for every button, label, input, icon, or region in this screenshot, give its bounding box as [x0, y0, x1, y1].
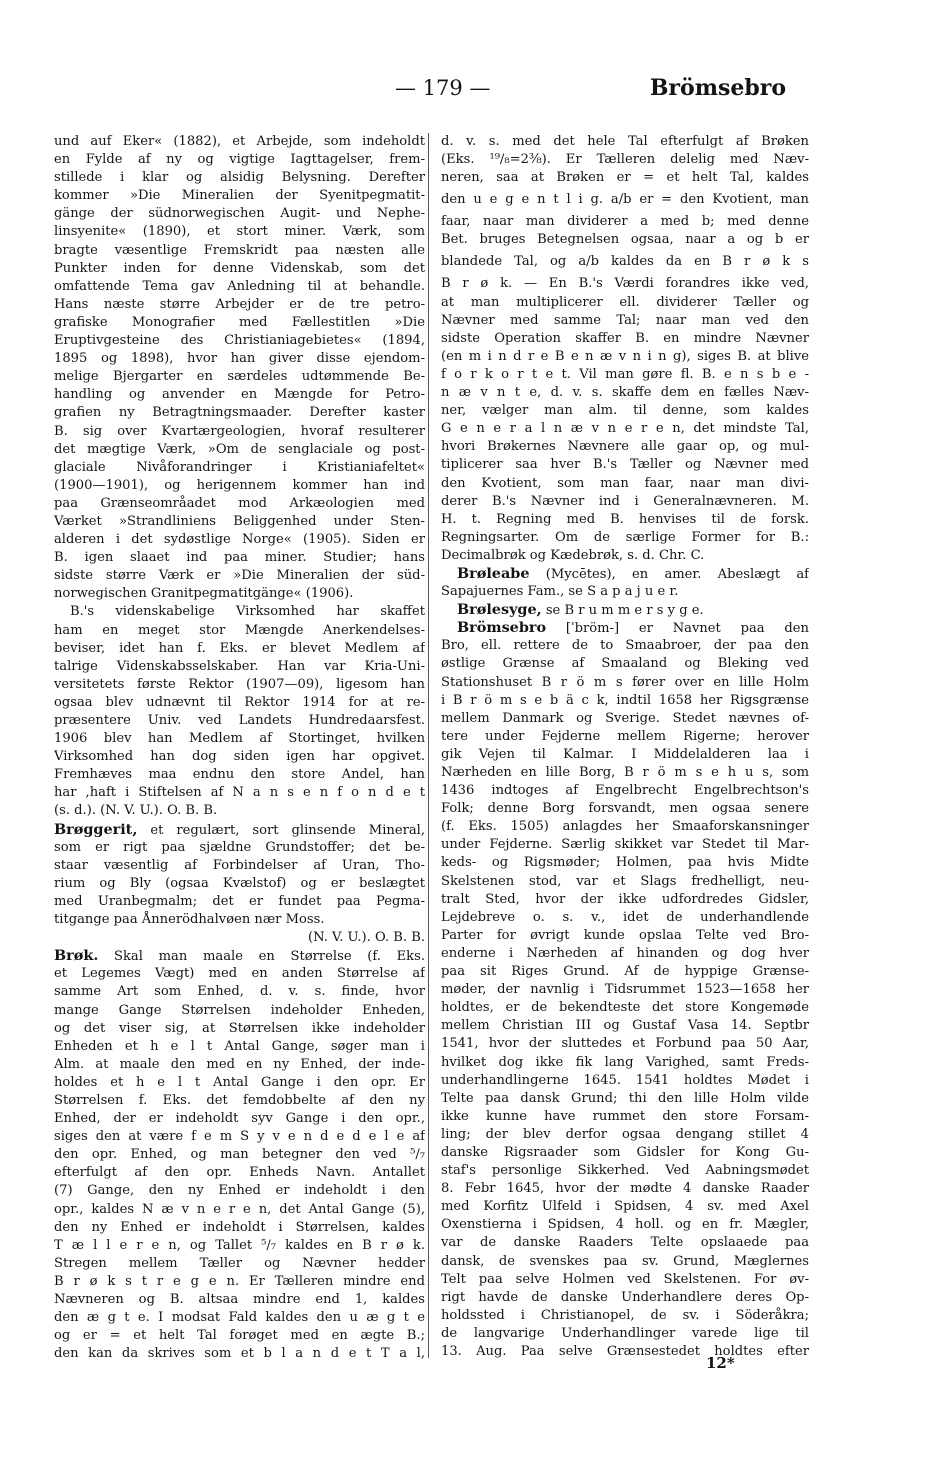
text-line [441, 873, 809, 891]
text-line [441, 583, 809, 601]
text-line [441, 854, 809, 872]
text-line [54, 585, 425, 603]
text-line [441, 655, 809, 673]
text-line [54, 531, 425, 549]
line-text: norwegischen Granitpegmatitgänge« (1906). [54, 586, 354, 602]
line-text: siges den at være f e m S y v e n d e d e l e af [54, 1129, 425, 1145]
line-text: tralt Sted, hvor der ikke udfordredes Gidsler, [441, 891, 809, 907]
text-line [54, 314, 425, 332]
text-line [441, 547, 809, 565]
line-text: ham en meget stor Mængde Anerkendelses- [54, 622, 425, 638]
text-line [54, 1291, 425, 1309]
line-text: [ˈbröm-] er Navnet paa den [546, 621, 809, 637]
line-text: linsyenite« (1890), et stort miner. Værk, som [54, 224, 425, 240]
line-text: Regningsarter. Om de særlige Former for B.: [441, 529, 809, 545]
text-line [441, 420, 809, 438]
text-line [441, 249, 809, 275]
line-text: grafien ny Betragtningsmaader. Derefter kaster [54, 405, 425, 421]
text-line [441, 981, 809, 999]
line-text: og er = et helt Tal forøget med en ægte B.; [54, 1328, 425, 1344]
text-line [441, 619, 809, 637]
line-text: (f. Eks. 1505) anlagdes her Smaaforskansninger [441, 819, 809, 835]
line-text: Telte paa dansk Grund; thi den lille Holm vilde [441, 1090, 809, 1106]
text-line [441, 999, 809, 1017]
line-text: Enhed, der er indeholdt syv Gange i den opr., [54, 1111, 425, 1127]
text-line [54, 169, 425, 187]
line-text: at man multiplicerer ell. dividerer Tæller og [441, 294, 809, 310]
text-line [441, 1144, 809, 1162]
text-line [54, 603, 425, 621]
line-text: rigt havde de danske Underhandlere deres Op- [441, 1289, 809, 1305]
line-text: Hans næste større Arbejder er de tre petro- [54, 296, 425, 312]
line-text: Bro, ell. rettere de to Smaabroer, der paa den [441, 638, 809, 654]
text-line [441, 836, 809, 854]
text-line [54, 513, 425, 531]
text-line [441, 674, 809, 692]
text-line [54, 965, 425, 983]
entry-headword: Brøk. [54, 947, 99, 965]
text-line [441, 275, 809, 293]
line-text: Størrelsen f. Eks. det femdobbelte af den ny [54, 1092, 425, 1108]
text-line [54, 1255, 425, 1273]
text-line [441, 1307, 809, 1325]
text-line [441, 1271, 809, 1289]
line-text: grafiske Monografier med Fællestitlen »Die [54, 314, 425, 330]
line-text: samme Art som Enhed, d. v. s. finde, hvor [54, 984, 425, 1000]
text-line [441, 1035, 809, 1053]
line-text: den ny Enhed er indeholdt i Størrelsen, kaldes [54, 1219, 425, 1235]
line-text: hvilket dog ikke fik lang Varighed, samt Freds- [441, 1054, 809, 1070]
line-text: derer B.'s Nævner ind i Generalnævneren. M. [441, 493, 809, 509]
left-column [54, 133, 425, 1363]
text-line [54, 983, 425, 1001]
line-text: (s. d.). (N. V. U.). O. B. B. [54, 803, 218, 819]
text-line [441, 1216, 809, 1234]
text-line [441, 1126, 809, 1144]
text-line [54, 404, 425, 422]
line-text: stillede i klar og alsidig Belysning. Derefter [54, 170, 425, 186]
line-text: og det viser sig, at Størrelsen ikke indeholder [54, 1020, 425, 1036]
text-line [54, 640, 425, 658]
text-line [441, 1054, 809, 1072]
line-text: paa sit Riges Grund. Af de hyppige Grænse- [441, 964, 809, 980]
line-text: (N. V. U.). O. B. B. [308, 930, 425, 946]
text-line [441, 1325, 809, 1343]
text-line [441, 151, 809, 169]
line-text: H. t. Regning med B. henvises til de forsk. [441, 511, 809, 527]
line-text: i B r ö m s e b ä c k, indtil 1658 her Rigsgrænse [441, 692, 809, 708]
text-line [54, 459, 425, 477]
text-line [441, 493, 809, 511]
line-text: f o r k o r t e t. Vil man gøre fl. B. e n s b e - [441, 366, 809, 382]
line-text: hvori Brøkernes Nævnere alle gaar op, og mul- [441, 439, 809, 455]
line-text: sidste større Værk er »Die Mineralien der süd- [54, 568, 425, 584]
line-text: (Eks. ¹⁹/₈=2³⁄₈). Er Tælleren delelig med Næv- [441, 152, 809, 168]
line-text: det mægtige Værk, »Om de senglaciale og post- [54, 441, 425, 457]
line-text: (Mycētes), en amer. Abeslægt af [529, 566, 809, 582]
line-text: Oxenstierna i Spidsen, 4 holl. og en fr. Mægler, [441, 1217, 809, 1233]
line-text: Lejdebreve o. s. v., idet de underhandlende [441, 909, 809, 925]
page-number: — 179 — [395, 76, 491, 100]
line-text: den Kvotient, som man faar, naar man divi- [441, 475, 809, 491]
line-text: de langvarige Underhandlinger varede lige til [441, 1325, 809, 1341]
line-text: ner, vælger man alm. til denne, som kaldes [441, 403, 809, 419]
text-line [441, 529, 809, 547]
line-text: keds- og Rigsmøder; Holmen, paa hvis Midte [441, 855, 809, 871]
line-text: Folk; denne Borg forsvandt, men ogsaa senere [441, 801, 809, 817]
line-text: holdtes, er de bekendteste det store Kongemøde [441, 1000, 809, 1016]
line-text: B. sig over Kvartærgeologien, hvoraf resulterer [54, 423, 425, 439]
text-line [54, 1309, 425, 1327]
line-text: under Fejderne. Særlig skikket var Stedet til Mar- [441, 837, 809, 853]
line-text: Alm. at maale den med en ny Enhed, der inde- [54, 1056, 425, 1072]
text-line [54, 223, 425, 241]
line-text: enderne i Nærheden af hinanden og dog hver [441, 945, 809, 961]
line-text: Virksomhed han dog siden igen har opgivet. [54, 749, 425, 765]
line-text: tere under Fejderne mellem Rigerne; herover [441, 728, 809, 744]
line-text: 1436 indtoges af Engelbrecht Engelbrechtson's [441, 783, 809, 799]
text-line [54, 350, 425, 368]
text-line [441, 213, 809, 231]
text-line [441, 312, 809, 330]
text-line [54, 133, 425, 151]
line-text: mange Gange Størrelsen indeholder Enheden, [54, 1002, 425, 1018]
text-line [54, 712, 425, 730]
line-text: Stationshuset B r ö m s fører over en lille Holm [441, 674, 809, 690]
line-text: den æ g t e. I modsat Fald kaldes den u æ g t e [54, 1310, 425, 1326]
line-text: opr., kaldes N æ v n e r e n, det Antal Gange (5), [54, 1201, 425, 1217]
text-line [54, 1092, 425, 1110]
line-text: med Uranbegmalm; det er fundet paa Pegma- [54, 893, 425, 909]
line-text: Fremhæves maa endnu den store Andel, han [54, 767, 425, 783]
line-text: Parter for øvrigt kunde opslaa Telte ved Bro- [441, 927, 809, 943]
line-text: B.'s videnskabelige Virksomhed har skaffet [70, 604, 425, 620]
text-line [54, 694, 425, 712]
text-line [441, 1253, 809, 1271]
text-line [54, 1128, 425, 1146]
text-line [54, 766, 425, 784]
text-line [441, 133, 809, 151]
text-line [54, 1164, 425, 1182]
line-text: et regulært, sort glinsende Mineral, [137, 822, 425, 838]
line-text: neren, saa at Brøken er = et helt Tal, kaldes [441, 170, 809, 186]
signature-mark: 12* [706, 1354, 735, 1372]
text-line [54, 1146, 425, 1164]
line-text: beviser, idet han f. Eks. er blevet Medlem af [54, 640, 425, 656]
line-text: Værket »Strandliniens Beliggenhed under Sten- [54, 513, 425, 529]
line-text: gik Vejen til Kalmar. I Middelalderen laa i [441, 746, 809, 762]
text-line [54, 622, 425, 640]
line-text: titgange paa Ånnerödhalvøen nær Moss. [54, 912, 325, 928]
text-line [441, 728, 809, 746]
line-text: kommer »Die Mineralien der Syenitpegmatit- [54, 188, 425, 204]
line-text: (en m i n d r e B e n æ v n i n g), siges B. at blive [441, 348, 809, 364]
line-text: rium og Bly (ogsaa Kvælstof) og er beslægtet [54, 875, 425, 891]
text-line [54, 911, 425, 929]
text-line [54, 857, 425, 875]
text-line [441, 800, 809, 818]
text-line [441, 231, 809, 249]
entry-headword: Brøleabe [457, 564, 530, 582]
text-line [54, 205, 425, 223]
text-line [441, 746, 809, 764]
text-line [441, 1017, 809, 1035]
line-text: dansk, de svenskes paa sv. Grund, Mæglernes [441, 1253, 809, 1269]
text-line [441, 1234, 809, 1252]
line-text: (7) Gange, den ny Enhed er indeholdt i den [54, 1183, 425, 1199]
line-text: Punkter inden for denne Videnskab, som det [54, 260, 425, 276]
text-line [54, 423, 425, 441]
text-line [54, 893, 425, 911]
line-text: n æ v n t e, d. v. s. skaffe dem en fælles Næv- [441, 385, 809, 401]
text-line [441, 402, 809, 420]
text-line [441, 692, 809, 710]
text-line [441, 963, 809, 981]
line-text: T æ l l e r e n, og Tallet ⁵/₇ kaldes en B r ø k. [54, 1237, 425, 1253]
text-line [54, 676, 425, 694]
text-line [54, 929, 425, 947]
line-text: talrige Videnskabsselskaber. Han var Kria-Uni- [54, 658, 425, 674]
text-line [54, 441, 425, 459]
line-text: Nærheden en lille Borg, B r ö m s e h u s, som [441, 765, 809, 780]
line-text: den kan da skrives som et b l a n d e t T a l, [54, 1346, 425, 1362]
text-line [441, 601, 809, 619]
line-text: se B r u m m e r s y g e. [541, 603, 704, 619]
entry-headword: Brølesyge, [457, 601, 542, 619]
text-line [54, 1219, 425, 1237]
text-line [54, 1327, 425, 1345]
line-text: et Legemes Vægt) med en anden Størrelse af [54, 966, 425, 982]
text-line [54, 875, 425, 893]
text-line [441, 438, 809, 456]
line-text: gänge der südnorwegischen Augit- und Nephe- [54, 206, 425, 222]
line-text: Bet. bruges Betegnelsen ogsaa, naar a og b er [441, 232, 809, 248]
line-text: ikke kunne have rummet den store Forsam- [441, 1108, 809, 1124]
line-text: B r ø k s t r e g e n. Er Tælleren mindre end [54, 1273, 425, 1289]
text-line [441, 294, 809, 312]
line-text: med Korfitz Ulfeld i Spidsen, 4 sv. med Axel [441, 1199, 809, 1215]
text-line [54, 821, 425, 839]
text-line [441, 891, 809, 909]
text-line [441, 1343, 809, 1361]
line-text: mellem Christian III og Gustaf Vasa 14. Septbr [441, 1018, 809, 1034]
line-text: efterfulgt af den opr. Enheds Navn. Antallet [54, 1165, 425, 1181]
line-text: d. v. s. med det hele Tal efterfulgt af Brøken [441, 134, 809, 149]
line-text: Enheden et h e l t Antal Gange, søger man i [54, 1038, 425, 1054]
line-text: (1900—1901), og herigennem kommer han ind [54, 477, 425, 493]
running-title: Brömsebro [649, 75, 786, 101]
text-line [54, 802, 425, 820]
line-text: alderen i det sydøstlige Norge« (1905). Siden er [54, 532, 425, 548]
text-line [54, 368, 425, 386]
line-text: 1906 blev han Medlem af Stortinget, hvilken [54, 731, 425, 747]
text-line [441, 366, 809, 384]
line-text: ling; der blev derfor ogsaa dengang stillet 4 [441, 1126, 809, 1142]
text-line [441, 945, 809, 963]
text-line [441, 1180, 809, 1198]
text-line [54, 1273, 425, 1291]
line-text: Nævneren og B. altsaa mindre end 1, kaldes [54, 1292, 425, 1307]
line-text: sidste Operation skaffer B. en mindre Nævner [441, 330, 809, 346]
line-text: præsentere Univ. ved Landets Hundredaarsfest. [54, 713, 425, 728]
line-text: 8. Febr 1645, hvor der mødte 4 danske Raader [441, 1181, 809, 1197]
line-text: paa Grænseområadet mod Arkæologien med [54, 495, 425, 511]
text-line [441, 1198, 809, 1216]
line-text: mellem Danmark og Sverige. Stedet nævnes of- [441, 710, 809, 726]
line-text: ogsaa blev udnævnt til Rektor 1914 for at re- [54, 694, 425, 710]
line-text: underhandlingerne 1645. 1541 holdtes Mødet i [441, 1072, 809, 1088]
text-line [54, 748, 425, 766]
line-text: Telt paa selve Holmen ved Skelstenen. For øv- [441, 1271, 809, 1287]
text-line [54, 1110, 425, 1128]
line-text: en Fylde af ny og vigtige Iagttagelser, frem- [54, 152, 425, 168]
line-text: Nævner med samme Tal; naar man ved den [441, 312, 809, 328]
text-line [54, 151, 425, 169]
text-line [54, 1020, 425, 1038]
line-text: Stregen mellem Tæller og Nævner hedder [54, 1255, 425, 1271]
line-text: 1895 og 1898), hvor han giver disse ejendom- [54, 351, 425, 367]
text-line [54, 784, 425, 802]
line-text: var de danske Raaders Telte opslaaede paa [441, 1235, 809, 1251]
entry-headword: Brömsebro [457, 619, 547, 637]
line-text: handling og anvender en Mængde for Petro- [54, 387, 425, 403]
line-text: Sapajuernes Fam., se S a p a j u e r. [441, 584, 679, 600]
line-text: versitetets første Rektor (1907—09), ligesom han [54, 676, 425, 692]
text-line [54, 730, 425, 748]
line-text: faar, naar man dividerer a med b; med denne [441, 214, 809, 230]
text-line [441, 818, 809, 836]
text-line [441, 764, 809, 782]
text-line [441, 348, 809, 366]
line-text: staf's personlige Sikkerhed. Ved Aabningsmødet [441, 1163, 809, 1179]
text-line [54, 1074, 425, 1092]
line-text: den u e g e n t l i g. a/b er = den Kvotient, man [441, 192, 809, 208]
line-text: 1541, hvor der sluttedes et Forbund paa 50 Aar, [441, 1036, 809, 1052]
line-text: melige Bjergarter en særdeles udtømmende Be- [54, 369, 425, 385]
text-line [441, 330, 809, 348]
text-line [54, 1002, 425, 1020]
line-text: møder, der navnlig i Tidsrummet 1523—1658 her [441, 982, 809, 998]
text-line [54, 567, 425, 585]
text-line [54, 1345, 425, 1363]
line-text: østlige Grænse af Smaaland og Bleking ved [441, 656, 809, 672]
line-text: staar væsentlig af Forbindelser af Uran, Tho- [54, 857, 425, 873]
text-line [54, 260, 425, 278]
line-text: har ,haft i Stiftelsen af N a n s e n f o n d e t [54, 785, 425, 801]
text-line [441, 565, 809, 583]
line-text: som er rigt paa sjældne Grundstoffer; det be- [54, 839, 425, 855]
text-line [54, 386, 425, 404]
text-line [441, 1072, 809, 1090]
text-line [54, 549, 425, 567]
text-line [441, 169, 809, 187]
text-line [54, 1201, 425, 1219]
text-line [54, 1056, 425, 1074]
text-line [54, 495, 425, 513]
text-line [441, 782, 809, 800]
text-line [441, 456, 809, 474]
line-text: Skal man maale en Størrelse (f. Eks. [98, 949, 425, 965]
column-divider [428, 133, 429, 1358]
text-line [54, 332, 425, 350]
text-line [441, 909, 809, 927]
entry-headword: Brøggerit, [54, 820, 138, 838]
line-text: holdssted i Christianopel, de sv. i Söderåkra; [441, 1307, 809, 1323]
text-line [441, 710, 809, 728]
line-text: omfattende Tema gav Anledning til at behandle. [54, 278, 425, 294]
line-text: glaciale Nivåforandringer i Kristianiafeltet« [54, 459, 425, 475]
text-line [54, 477, 425, 495]
line-text: holdes et h e l t Antal Gange i den opr. Er [54, 1074, 425, 1090]
line-text: 13. Aug. Paa selve Grænsestedet holdtes efter [441, 1344, 809, 1359]
line-text: B r ø k. — En B.'s Værdi forandres ikke ved, [441, 276, 809, 292]
line-text: bragte væsentlige Fremskridt paa næsten alle [54, 242, 425, 258]
text-line [441, 1108, 809, 1126]
line-text: und auf Eker« (1882), et Arbejde, som indeholdt [54, 134, 425, 149]
text-line [54, 1038, 425, 1056]
text-line [54, 1182, 425, 1200]
text-line [54, 947, 425, 965]
text-line [54, 296, 425, 314]
text-line [54, 1237, 425, 1255]
line-text: Eruptivgesteine des Christianiagebietes« (1894, [54, 333, 425, 349]
line-text: blandede Tal, og a/b kaldes da en B r ø k s [441, 254, 809, 270]
text-line [441, 475, 809, 493]
text-line [54, 242, 425, 260]
line-text: B. igen slaaet ind paa miner. Studier; hans [54, 550, 425, 566]
line-text: den opr. Enhed, og man betegner den ved ⁵/₇ [54, 1147, 425, 1163]
text-line [54, 278, 425, 296]
line-text: Skelstenen stod, var et Slags fredhelligt, neu- [441, 873, 809, 889]
text-line [54, 839, 425, 857]
text-line [441, 511, 809, 529]
line-text: tiplicerer saa hver B.'s Tæller og Nævner med [441, 457, 809, 473]
line-text: danske Rigsraader som Gidsler for Kong Gu- [441, 1144, 809, 1160]
text-line [441, 637, 809, 655]
text-line [54, 658, 425, 676]
text-line [441, 1090, 809, 1108]
text-line [441, 1162, 809, 1180]
text-line [441, 927, 809, 945]
text-line [441, 384, 809, 402]
right-column [441, 133, 809, 1361]
text-line [441, 1289, 809, 1307]
line-text: G e n e r a l n æ v n e r e n, det mindste Tal, [441, 421, 809, 437]
line-text: Decimalbrøk og Kædebrøk, s. d. Chr. C. [441, 547, 705, 563]
text-line [441, 187, 809, 213]
text-line [54, 187, 425, 205]
